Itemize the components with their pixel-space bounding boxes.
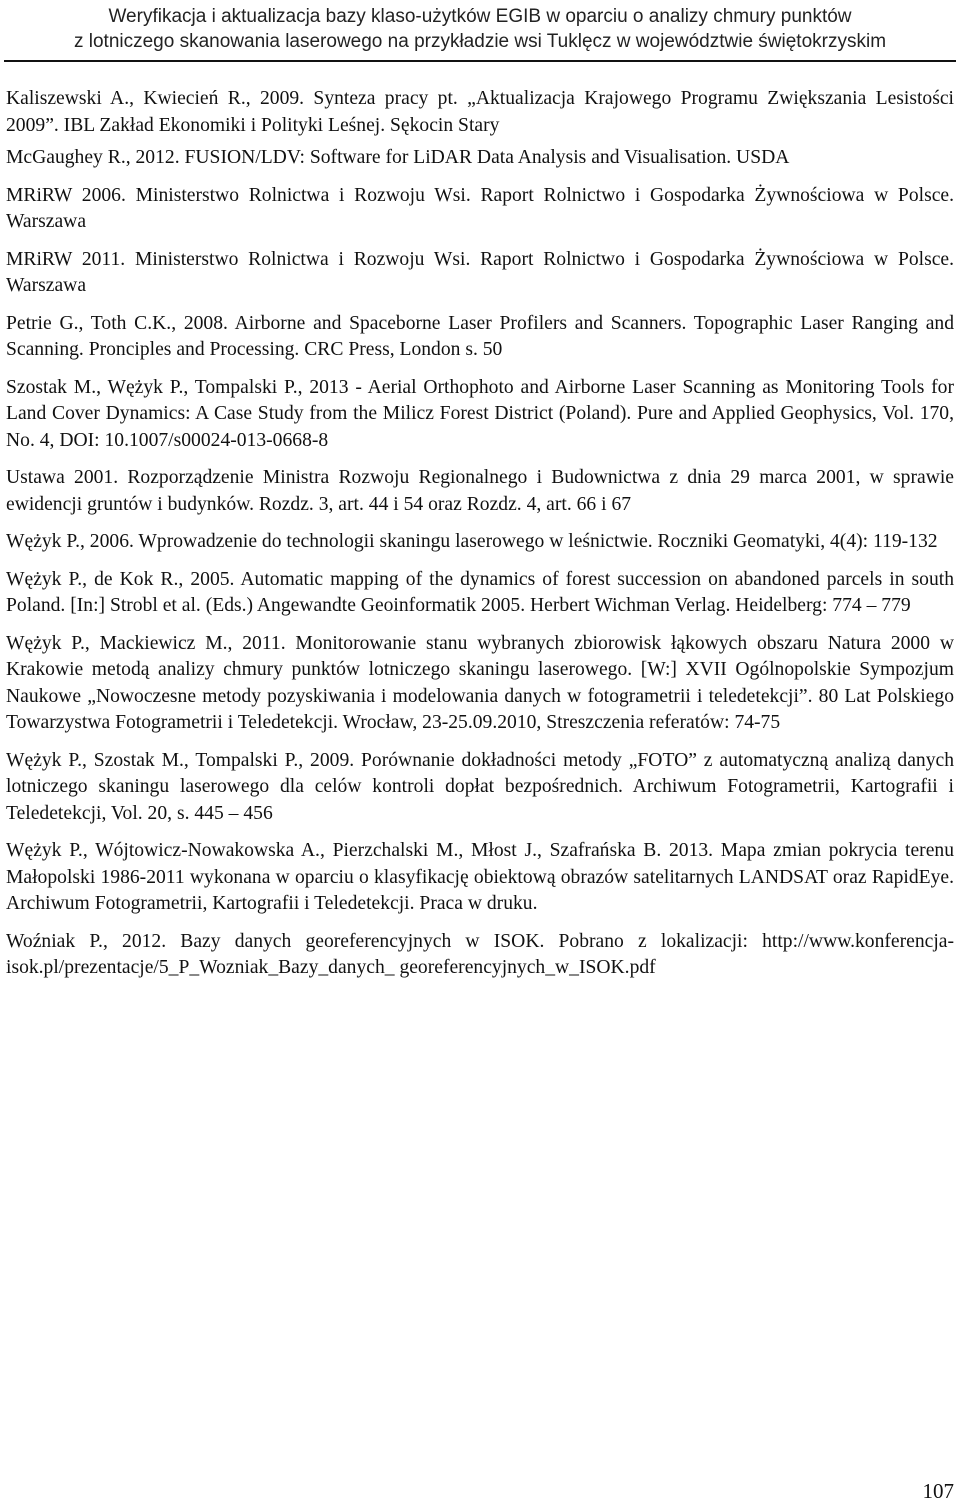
running-header-line-1: Weryfikacja i aktualizacja bazy klaso-użytków EGIB w oparciu o analizy chmury punktów [108,6,852,27]
header-divider [4,60,956,62]
reference-entry: Szostak M., Wężyk P., Tompalski P., 2013 - Aerial Orthophoto and Airborne Laser Scanning as Monitoring Tools for Land Cover Dynamics: A Case Study from the Milicz Forest District (Poland). Pure and Applied Geophysics, Vol. 170, No. 4, DOI: 10.1007/s00024-013-0668-8 [6,376,954,451]
reference-entry: Wężyk P., de Kok R., 2005. Automatic mapping of the dynamics of forest succession on abandoned parcels in south Poland. [In:] Strobl et al. (Eds.) Angewandte Geoinformatik 2005. Herbert Wichman Verlag. Heidelberg: 774 – 779 [6,568,954,616]
reference-entry: Kaliszewski A., Kwiecień R., 2009. Synteza pracy pt. „Aktualizacja Krajowego Programu Zwiększania Lesistości 2009”. IBL Zakład Ekonomiki i Polityki Leśnej. Sękocin Stary [6,88,954,136]
reference-entry: MRiRW 2006. Ministerstwo Rolnictwa i Rozwoju Wsi. Raport Rolnictwo i Gospodarka Żywnościowa w Polsce. Warszawa [6,184,954,232]
reference-entry: Wężyk P., 2006. Wprowadzenie do technologii skaningu laserowego w leśnictwie. Roczniki Geomatyki, 4(4): 119-132 [6,531,938,552]
reference-entry: Wężyk P., Szostak M., Tompalski P., 2009. Porównanie dokładności metody „FOTO” z automatyczną analizą danych lotniczego skaningu laserowego dla celów kontroli dopłat bezpośrednich. Archiwum Fotogrametrii, Kartografii i Teledetekcji, Vol. 20, s. 445 – 456 [6,749,954,824]
reference-entry: Wężyk P., Wójtowicz-Nowakowska A., Pierzchalski M., Młost J., Szafrańska B. 2013. Mapa zmian pokrycia terenu Małopolski 1986-2011 wykonana w oparciu o klasyfikację obiektową obrazów satelitarnych LANDSAT oraz RapidEye. Archiwum Fotogrametrii, Kartografii i Teledetekcji. Praca w druku. [6,840,954,914]
reference-entry: Woźniak P., 2012. Bazy danych georeferencyjnych w ISOK. Pobrano z lokalizacji: http://www.konferencja-isok.pl/prezentacje/5_P_Wozniak_Bazy_danych_ georeferencyjnych_w_ISOK.pdf [6,930,954,978]
reference-entry: Wężyk P., Mackiewicz M., 2011. Monitorowanie stanu wybranych zbiorowisk łąkowych obszaru Natura 2000 w Krakowie metodą analizy chmury punktów lotniczego skaningu laserowego. [W:] XVII Ogólnopolskie Sympozjum Naukowe „Nowoczesne metody pozyskiwania i modelowania danych w fotogrametrii i teledetekcji”. 80 Lat Polskiego Towarzystwa Fotogrametrii i Teledetekcji. Wrocław, 23-25.09.2010, Streszczenia referatów: 74-75 [6,632,954,733]
running-header-line-2: z lotniczego skanowania laserowego na przykładzie wsi Tuklęcz w województwie świętokrzyskim [73,31,887,52]
reference-entry: McGaughey R., 2012. FUSION/LDV: Software for LiDAR Data Analysis and Visualisation. USDA [6,147,790,168]
reference-entry: Petrie G., Toth C.K., 2008. Airborne and Spaceborne Laser Profilers and Scanners. Topographic Laser Ranging and Scanning. Pronciples and Processing. CRC Press, London s. 50 [6,312,954,360]
reference-list [6,86,954,993]
page-number: 107 [922,1479,954,1503]
running-header [0,4,960,54]
reference-entry: MRiRW 2011. Ministerstwo Rolnictwa i Rozwoju Wsi. Raport Rolnictwo i Gospodarka Żywnościowa w Polsce. Warszawa [6,248,954,296]
reference-entry: Ustawa 2001. Rozporządzenie Ministra Rozwoju Regionalnego i Budownictwa z dnia 29 marca 2001, w sprawie ewidencji gruntów i budynków. Rozdz. 3, art. 44 i 54 oraz Rozdz. 4, art. 66 i 67 [6,467,954,515]
